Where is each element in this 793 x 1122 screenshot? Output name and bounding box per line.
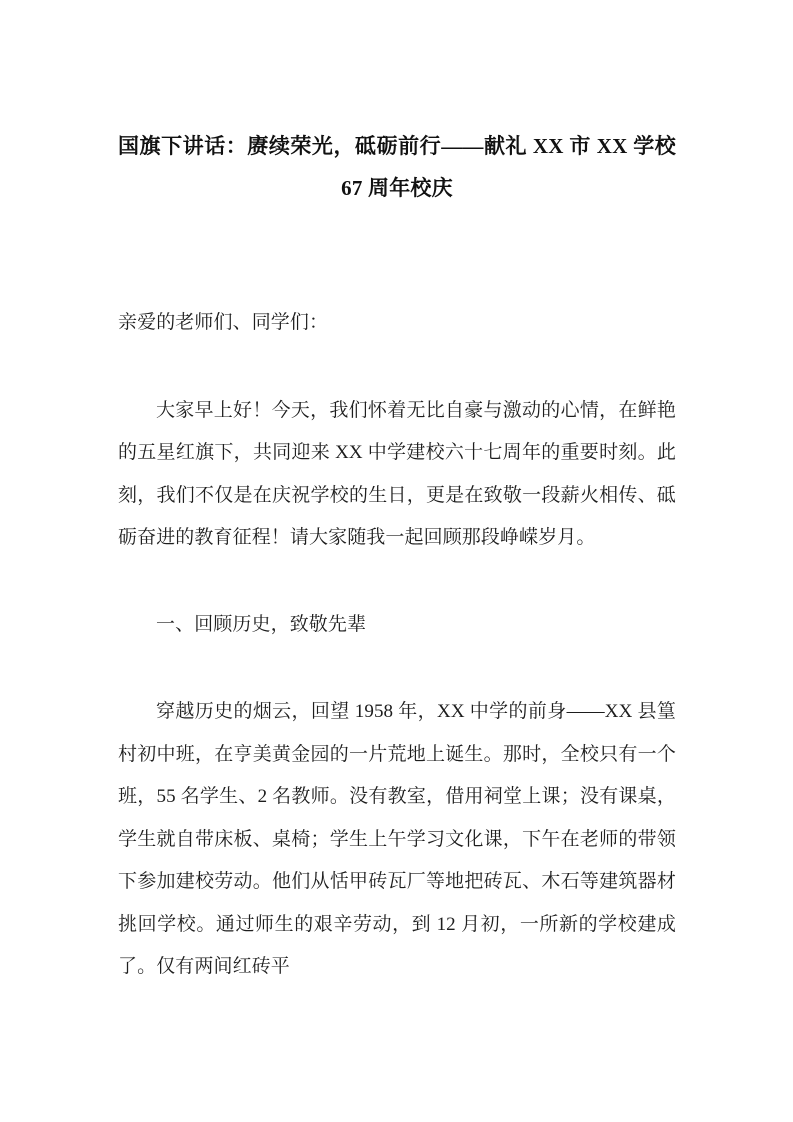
page-content [118,0,682,989]
paragraph-history-body: 穿越历史的烟云，回望 1958 年，XX 中学的前身——XX 县篁村初中班，在亨美黄金园的一片荒地上诞生。那时，全校只有一个班，55 名学生、2 名教师。没有教室，借用祠堂上课；没有课桌，学生就自带床板、桌椅；学生上午学习文化课，下午在老师的带领下参加建校劳动。他们从恬甲砖瓦厂等地把砖瓦、木石等建筑器材挑回学校。通过师生的艰辛劳动，到 12 月初，一所新的学校建成了。仅有两间红砖平 [118,701,676,977]
paragraph-opening: 大家早上好！今天，我们怀着无比自豪与激动的心情，在鲜艳的五星红旗下，共同迎来 XX 中学建校六十七周年的重要时刻。此刻，我们不仅是在庆祝学校的生日，更是在致敬一段薪火相传、砥砺奋进的教育征程！请大家随我一起回顾那段峥嵘岁月。 [118,399,676,548]
document-title: 国旗下讲话：赓续荣光，砥砺前行——献礼 XX 市 XX 学校 67 周年校庆 [118,134,682,200]
section-heading-1: 一、回顾历史，致敬先辈 [156,613,367,635]
paragraph-salutation: 亲爱的老师们、同学们： [118,312,329,333]
document-body [118,302,676,989]
